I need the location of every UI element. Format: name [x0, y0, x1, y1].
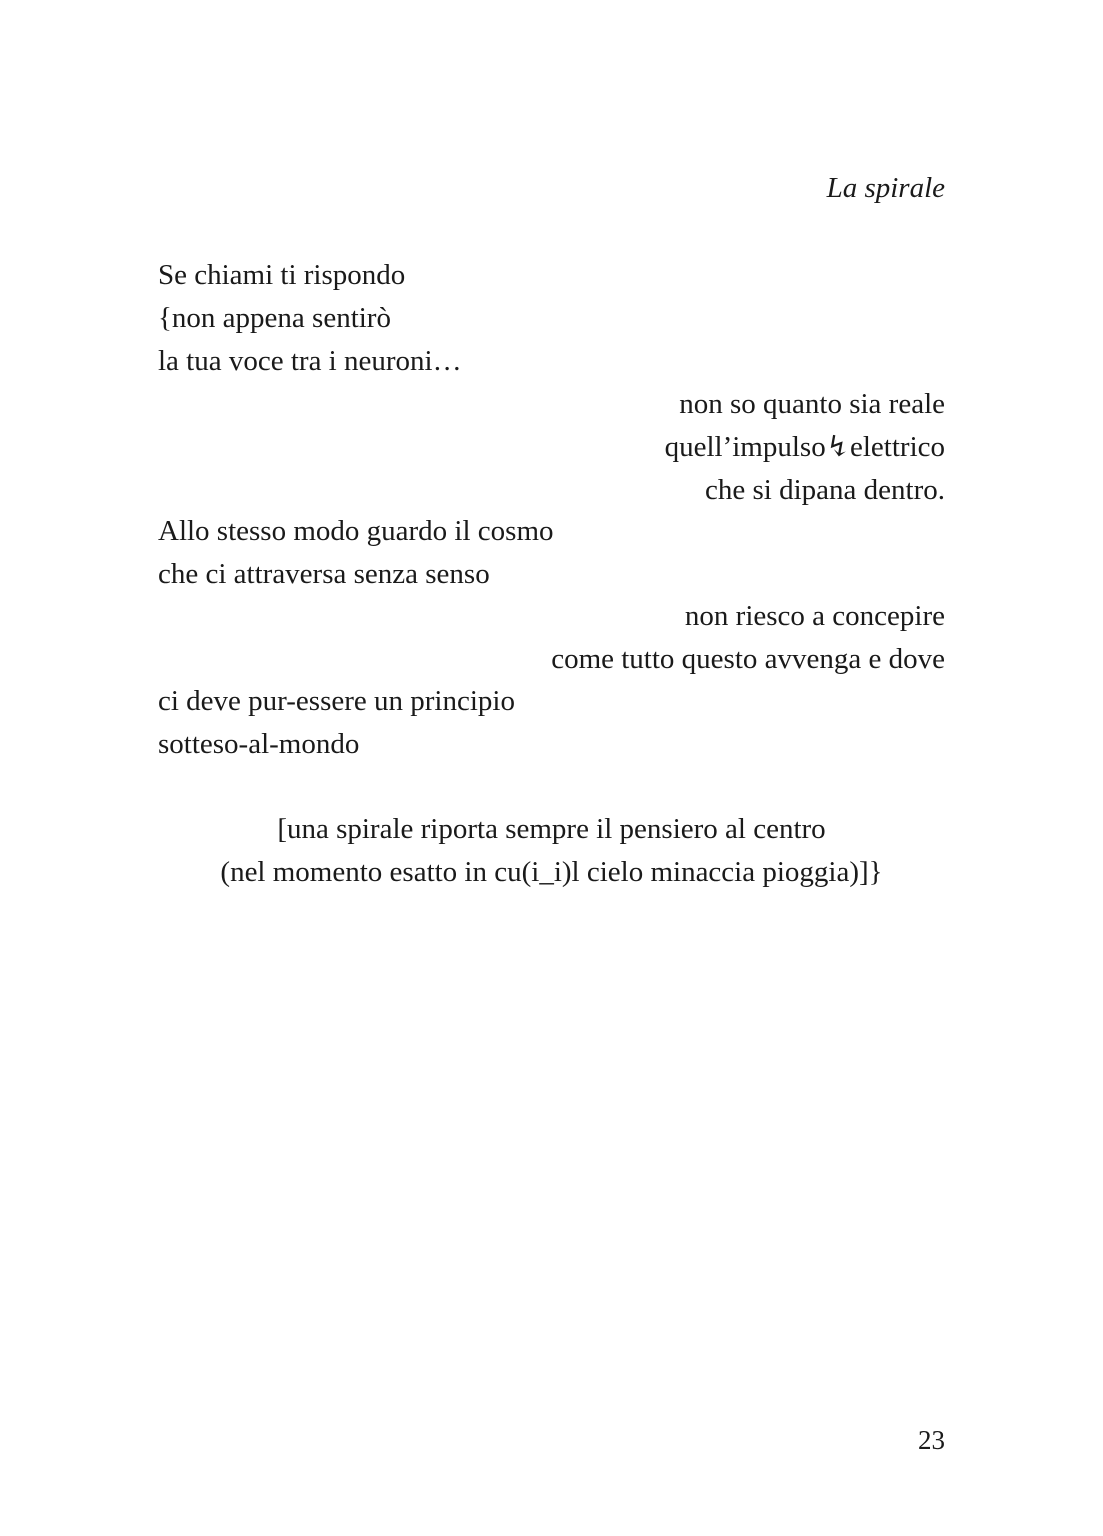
poem-line: non so quanto sia reale — [679, 388, 945, 420]
poem-line: quell’impulso↯elettrico — [664, 431, 945, 463]
poem-line: che si dipana dentro. — [705, 474, 945, 506]
poem-line: {non appena sentirò — [158, 302, 391, 334]
page-number: 23 — [918, 1425, 945, 1455]
poem-line: Allo stesso modo guardo il cosmo — [158, 515, 554, 547]
poem-title: La spirale — [826, 172, 945, 204]
poem-line: [una spirale riporta sempre il pensiero al centro — [277, 813, 826, 845]
poem-line: ci deve pur-essere un principio — [158, 685, 515, 717]
poem-line: Se chiami ti rispondo — [158, 259, 406, 291]
poem-line: come tutto questo avvenga e dove — [551, 643, 945, 675]
poem-line: non riesco a concepire — [684, 600, 945, 632]
poem-line: (nel momento esatto in cu(i_i)l cielo minaccia pioggia)]} — [220, 856, 883, 888]
poem-line: che ci attraversa senza senso — [158, 558, 490, 590]
poem-line: sotteso-al-mondo — [158, 728, 360, 760]
poem-line: la tua voce tra i neuroni… — [158, 345, 462, 377]
